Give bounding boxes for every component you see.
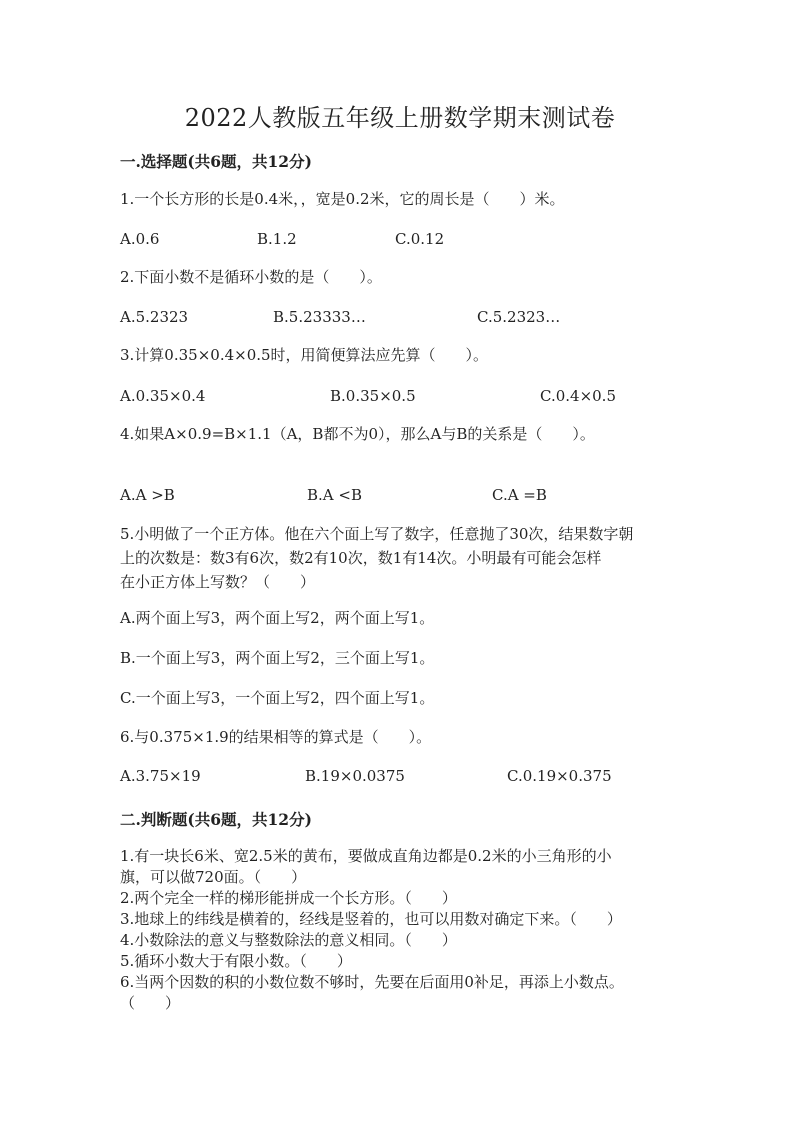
- q4-option-c: C.A =B: [492, 486, 547, 504]
- question-6: 6.与0.375×1.9的结果相等的算式是（ ）。: [120, 728, 432, 746]
- q3-option-a: A.0.35×0.4: [120, 387, 206, 405]
- judge-line-5: 4.小数除法的意义与整数除法的意义相同。（ ）: [120, 931, 457, 949]
- q4-option-b: B.A <B: [307, 486, 362, 504]
- q5-option-c: C.一个面上写3，一个面上写2，四个面上写1。: [120, 689, 435, 707]
- q1-option-b: B.1.2: [257, 230, 297, 248]
- judge-line-3: 2.两个完全一样的梯形能拼成一个长方形。（ ）: [120, 889, 457, 907]
- q2-option-a: A.5.2323: [120, 308, 189, 326]
- question-2: 2.下面小数不是循环小数的是（ ）。: [120, 268, 382, 286]
- judge-line-8: （ ）: [120, 994, 181, 1012]
- question-3: 3.计算0.35×0.4×0.5时，用简便算法应先算（ ）。: [120, 346, 489, 364]
- judge-line-1: 1.有一块长6米、宽2.5米的黄布，要做成直角边都是0.2米的小三角形的小: [120, 847, 612, 865]
- q3-option-c: C.0.4×0.5: [540, 387, 616, 405]
- q1-option-a: A.0.6: [120, 230, 160, 248]
- judge-line-7: 6.当两个因数的积的小数位数不够时，先要在后面用0补足，再添上小数点。: [120, 973, 624, 991]
- q6-option-b: B.19×0.0375: [305, 767, 405, 785]
- judge-line-6: 5.循环小数大于有限小数。（ ）: [120, 952, 352, 970]
- section-heading-judge: 二.判断题(共6题，共12分): [120, 810, 312, 829]
- q4-option-a: A.A >B: [120, 486, 175, 504]
- question-4: 4.如果A×0.9=B×1.1（A，B都不为0），那么A与B的关系是（ ）。: [120, 425, 595, 443]
- question-5-line-3: 在小正方体上写数？（ ）: [120, 573, 316, 591]
- page-title: 2022人教版五年级上册数学期末测试卷: [184, 104, 616, 132]
- question-1: 1.一个长方形的长是0.4米，，宽是0.2米，它的周长是（ ）米。: [120, 190, 565, 208]
- q2-option-b: B.5.23333…: [273, 308, 366, 326]
- judge-line-4: 3.地球上的纬线是横着的，经线是竖着的，也可以用数对确定下来。（ ）: [120, 910, 622, 928]
- q3-option-b: B.0.35×0.5: [330, 387, 416, 405]
- judge-line-2: 旗，可以做720面。（ ）: [120, 868, 307, 886]
- question-5-line-1: 5.小明做了一个正方体。他在六个面上写了数字，任意抛了30次，结果数字朝: [120, 525, 634, 543]
- section-heading-choice: 一.选择题(共6题，共12分): [120, 152, 312, 171]
- q5-option-a: A.两个面上写3，两个面上写2，两个面上写1。: [120, 609, 435, 627]
- q6-option-a: A.3.75×19: [120, 767, 201, 785]
- question-5-line-2: 上的次数是：数3有6次，数2有10次，数1有14次。小明最有可能会怎样: [120, 549, 602, 567]
- q6-option-c: C.0.19×0.375: [507, 767, 612, 785]
- q1-option-c: C.0.12: [395, 230, 445, 248]
- q5-option-b: B.一个面上写3，两个面上写2，三个面上写1。: [120, 649, 435, 667]
- q2-option-c: C.5.2323…: [477, 308, 561, 326]
